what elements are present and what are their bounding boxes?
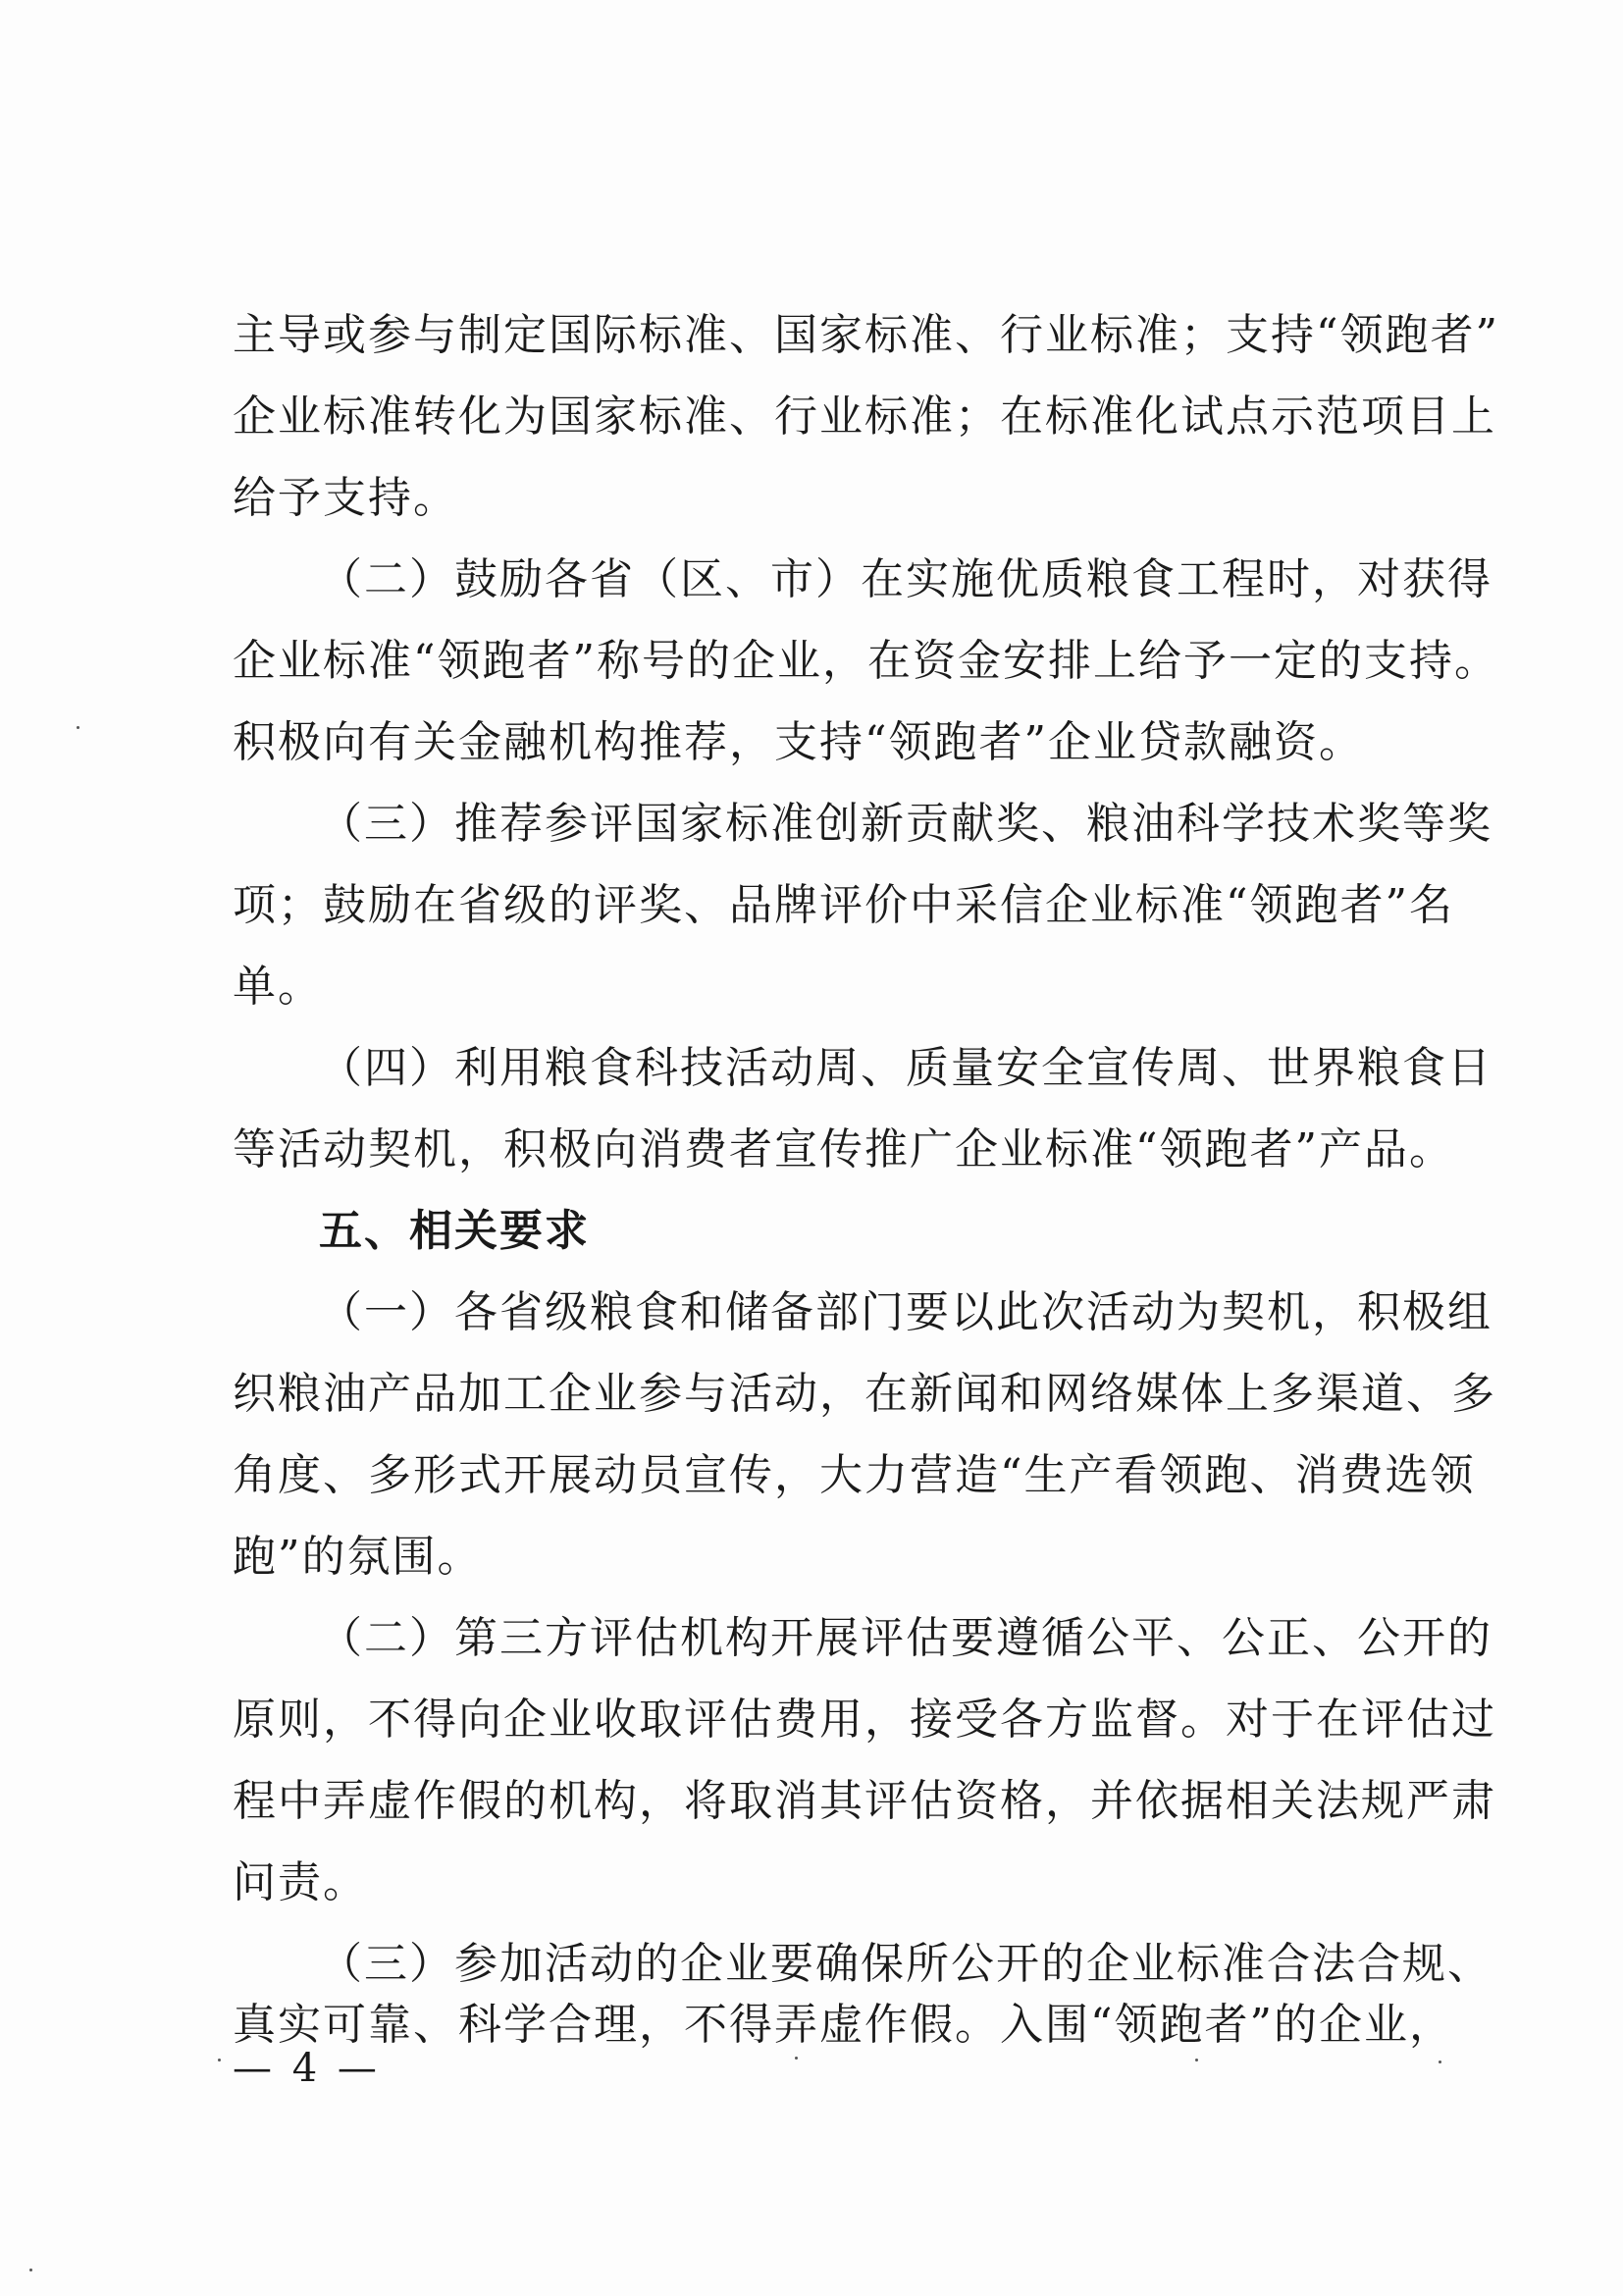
- scan-speck: [29, 2269, 32, 2271]
- body-line: （四）利用粮食科技活动周、质量安全宣传周、世界粮食日: [319, 1043, 1492, 1093]
- body-line: （一）各省级粮食和储备部门要以此次活动为契机，积极组: [319, 1287, 1492, 1337]
- body-line: 问责。: [233, 1857, 368, 1907]
- body-line: 跑”的氛围。: [233, 1532, 483, 1582]
- scan-speck: [1439, 2061, 1441, 2063]
- body-line: 程中弄虚作假的机构，将取消其评估资格，并依据相关法规严肃: [233, 1776, 1496, 1826]
- body-line: 项；鼓励在省级的评奖、品牌评价中采信企业标准“领跑者”名: [233, 880, 1454, 930]
- body-line: 真实可靠、科学合理，不得弄虚作假。入围“领跑者”的企业，: [233, 2000, 1454, 2050]
- body-line: 积极向有关金融机构推荐，支持“领跑者”企业贷款融资。: [233, 717, 1364, 767]
- body-line: 原则，不得向企业收取评估费用，接受各方监督。对于在评估过: [233, 1695, 1496, 1745]
- scan-speck: [795, 2057, 798, 2060]
- body-line: 主导或参与制定国际标准、国家标准、行业标准；支持“领跑者”: [233, 310, 1499, 360]
- body-line: （三）参加活动的企业要确保所公开的企业标准合法合规、: [319, 1939, 1492, 1989]
- scan-speck: [77, 726, 79, 729]
- scan-speck: [218, 2059, 221, 2061]
- body-line: 给予支持。: [233, 473, 458, 523]
- body-line: 企业标准“领跑者”称号的企业，在资金安排上给予一定的支持。: [233, 636, 1499, 686]
- body-line: 等活动契机，积极向消费者宣传推广企业标准“领跑者”产品。: [233, 1124, 1454, 1174]
- body-line: （三）推荐参评国家标准创新贡献奖、粮油科学技术奖等奖: [319, 799, 1492, 849]
- scan-speck: [1195, 2059, 1198, 2061]
- section-heading: 五、相关要求: [319, 1206, 590, 1256]
- body-line: 企业标准转化为国家标准、行业标准；在标准化试点示范项目上: [233, 391, 1496, 442]
- page-number: — 4 —: [233, 2046, 381, 2091]
- body-line: 单。: [233, 962, 323, 1012]
- body-line: 角度、多形式开展动员宣传，大力营造“生产看领跑、消费选领: [233, 1450, 1476, 1500]
- body-line: （二）第三方评估机构开展评估要遵循公平、公正、公开的: [319, 1613, 1492, 1663]
- body-line: 织粮油产品加工企业参与活动，在新闻和网络媒体上多渠道、多: [233, 1369, 1496, 1419]
- body-line: （二）鼓励各省（区、市）在实施优质粮食工程时，对获得: [319, 554, 1492, 604]
